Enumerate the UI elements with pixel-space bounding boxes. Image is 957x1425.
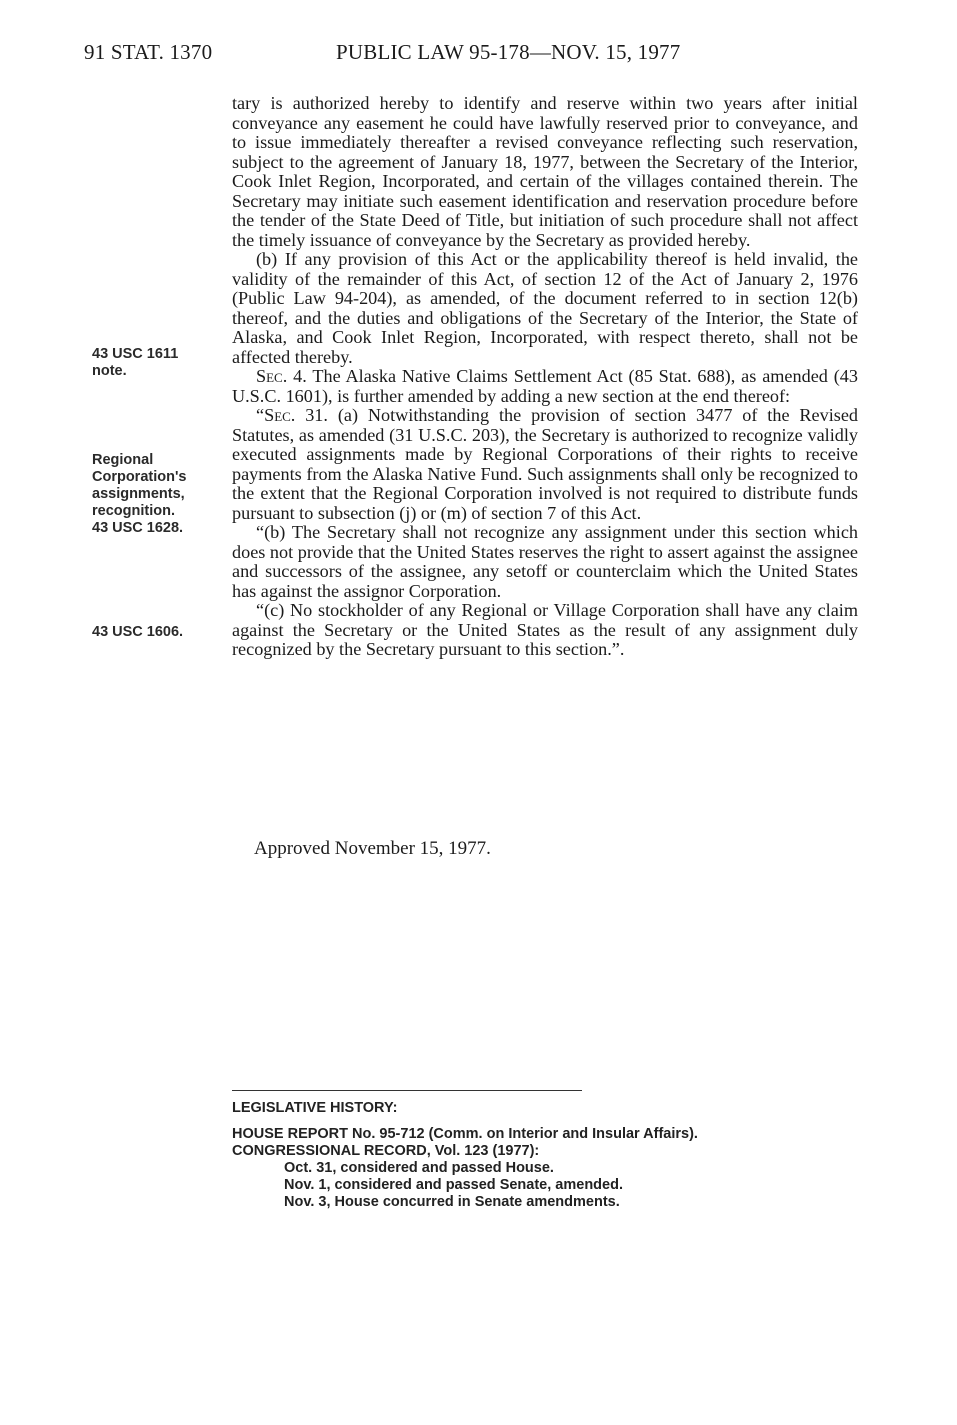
paragraph-sec-31-b: “(b) The Secretary shall not recognize any assignment under this section which does not provide that the United States reserves the right to assert against the assignee and successors of the assignee, any setoff or counterclaim which the United States has against the assignor Corporation.: [232, 522, 858, 601]
margin-note-regional-corporation: [92, 452, 222, 537]
page-stat-number: 91 STAT. 1370: [84, 40, 213, 64]
legislative-history-title: LEGISLATIVE HISTORY:: [232, 1100, 398, 1116]
section-text: The Alaska Native Claims Settlement Act (85 Stat. 688), as amended (43 U.S.C. 1601), is further amended by adding a new section at the end thereof:: [232, 366, 858, 406]
house-report: HOUSE REPORT No. 95-712 (Comm. on Interior and Insular Affairs).: [232, 1126, 698, 1142]
history-entry: Oct. 31, considered and passed House.: [284, 1160, 554, 1176]
history-entry: Nov. 3, House concurred in Senate amendments.: [284, 1194, 620, 1210]
margin-note-line: assignments,: [92, 486, 185, 502]
section-text: (a) Notwithstanding the provision of section 3477 of the Revised Statutes, as amended (31 U.S.C. 203), the Secretary is authorized to recognize validly executed assignments made by Regional Corporations of their rights to receive payments from the Alaska Native Fund. Such assignments shall only be recognized to the extent that the Regional Corporation involved is not required to distribute funds pursuant to subsection (j) or (m) of section 7 of this Act.: [232, 405, 858, 523]
congressional-record: CONGRESSIONAL RECORD, Vol. 123 (1977):: [232, 1143, 540, 1159]
section-label: “Sec. 31.: [256, 405, 328, 425]
margin-note-line: Regional: [92, 452, 154, 468]
section-label: Sec. 4.: [256, 366, 307, 386]
margin-note-43-usc-1611: [92, 346, 222, 380]
margin-note-line: 43 USC 1611: [92, 346, 179, 362]
page-header-title: PUBLIC LAW 95-178—NOV. 15, 1977: [336, 40, 681, 64]
statute-body: [232, 94, 858, 660]
margin-note-line: 43 USC 1628.: [92, 520, 184, 536]
paragraph-sec-4: [232, 367, 858, 406]
history-entry: Nov. 1, considered and passed Senate, amended.: [284, 1177, 623, 1193]
margin-note-line: 43 USC 1606.: [92, 624, 184, 640]
paragraph-b: (b) If any provision of this Act or the applicability thereof is held invalid, the validity of the remainder of this Act, of section 12 of the Act of January 2, 1976 (Public Law 94-204), as amended, of the document referred to in section 12(b) thereof, and the duties and obligations of the Secretary of the Interior, the State of Alaska, and Cook Inlet Region, Incorporated, with respect thereto, shall not be affected thereby.: [232, 249, 858, 367]
approval-date: Approved November 15, 1977.: [254, 838, 491, 859]
margin-note-line: recognition.: [92, 503, 175, 519]
paragraph-sec-31-c: “(c) No stockholder of any Regional or Village Corporation shall have any claim against the Secretary or the United States as the result of any assignment duly recognized by the Secretary pursuant to this section.”.: [232, 600, 858, 659]
divider: [232, 1090, 582, 1091]
legislative-history: [232, 1100, 832, 1211]
paragraph-continuation: tary is authorized hereby to identify and reserve within two years after initial conveyance any easement he could have lawfully reserved prior to conveyance, and to issue immediately thereafter a revised conveyance reflecting such reservation, subject to the agreement of January 18, 1977, between the Secretary of the Interior, Cook Inlet Region, Incorporated, and certain of the villages contained therein. The Secretary may initiate such easement identification and reservation procedure before the tender of the State Deed of Title, but initiation of such procedure shall not affect the timely issuance of conveyance by the Secretary as provided hereby.: [232, 93, 858, 250]
margin-note-line: note.: [92, 363, 127, 379]
margin-note-43-usc-1606: [92, 624, 222, 641]
paragraph-sec-31-a: [232, 406, 858, 523]
margin-note-line: Corporation's: [92, 469, 187, 485]
